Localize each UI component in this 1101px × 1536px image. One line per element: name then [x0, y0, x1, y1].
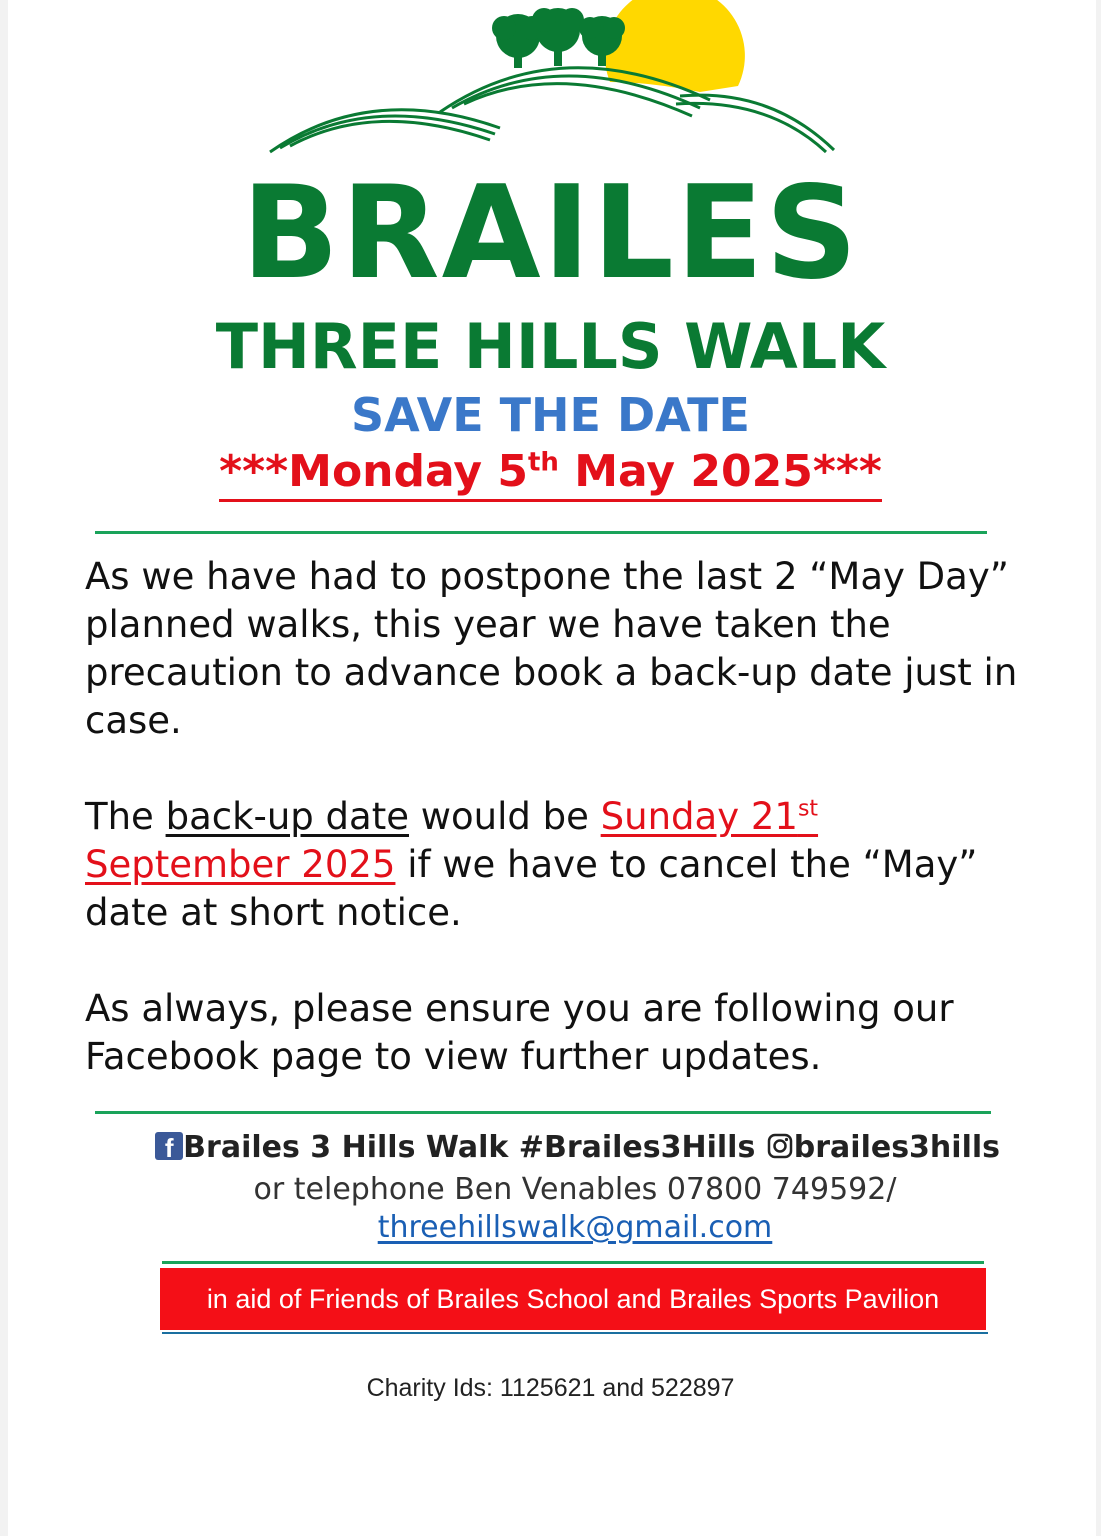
- instagram-icon[interactable]: [766, 1132, 794, 1160]
- sun-icon: [605, 0, 745, 92]
- p2-text-a: The: [85, 795, 166, 838]
- contact-phone: or telephone Ben Venables 07800 749592/: [253, 1172, 897, 1207]
- instagram-link[interactable]: brailes3hills: [793, 1130, 1000, 1165]
- date-prefix: ***Monday 5: [219, 446, 528, 497]
- divider-middle: [95, 1111, 991, 1114]
- event-date: [0, 448, 1101, 496]
- backup-date-ordinal: st: [797, 796, 819, 822]
- divider-aid-bottom: [162, 1332, 988, 1334]
- p2-text-b: would be: [409, 795, 601, 838]
- paragraph-backup: [85, 793, 1025, 937]
- date-ordinal: th: [527, 447, 559, 478]
- divider-aid-top: [162, 1261, 984, 1264]
- backup-date-label: back-up date: [165, 795, 409, 838]
- body-text: [85, 553, 1025, 1129]
- social-links: [150, 1128, 1000, 1168]
- date-rest: May 2025***: [558, 446, 882, 497]
- divider-top: [95, 531, 987, 534]
- charity-aid-banner: in aid of Friends of Brailes School and Brailes Sports Pavilion: [160, 1268, 986, 1330]
- p2-text-c: if we have to cancel the “May” date at short notice.: [85, 843, 978, 934]
- trees-icon: [492, 8, 625, 68]
- event-subtitle: THREE HILLS WALK: [215, 310, 886, 383]
- hills-icon: [270, 68, 834, 152]
- facebook-link[interactable]: Brailes 3 Hills Walk #Brailes3Hills: [183, 1130, 756, 1165]
- paragraph-postpone: As we have had to postpone the last 2 “May Day” planned walks, this year we have taken the precaution to advance book a back-up date just in case.: [85, 555, 1018, 742]
- backup-date-b: September 2025: [85, 843, 396, 886]
- brand-title: BRAILES: [241, 159, 860, 308]
- three-hills-logo: [0, 0, 1101, 170]
- backup-date-a: Sunday 21: [600, 795, 798, 838]
- charity-ids: Charity Ids: 1125621 and 522897: [366, 1374, 735, 1402]
- save-the-date-heading: SAVE THE DATE: [351, 388, 750, 442]
- facebook-icon[interactable]: f: [155, 1132, 183, 1160]
- contact-email-link[interactable]: threehillswalk@gmail.com: [377, 1210, 773, 1245]
- paragraph-facebook: As always, please ensure you are following our Facebook page to view further updates.: [85, 987, 954, 1078]
